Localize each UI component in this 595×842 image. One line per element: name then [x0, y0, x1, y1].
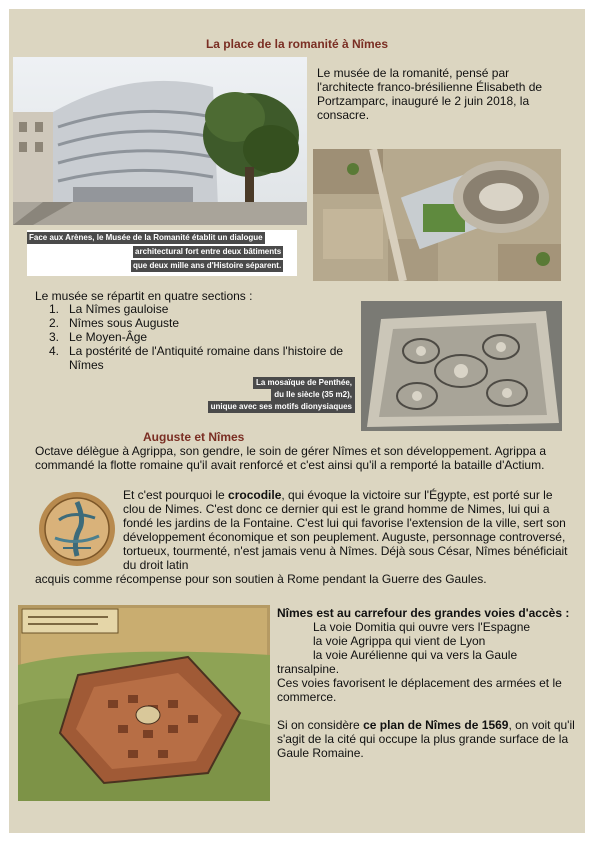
plan-paragraph	[277, 718, 577, 760]
page	[9, 9, 585, 833]
list-number: 2.	[49, 316, 60, 330]
mosaic-caption-line: La mosaïque de Penthée,	[253, 377, 355, 389]
map-1569-image	[18, 605, 270, 801]
roads-note: Ces voies favorisent le déplacement des armées et le commerce.	[277, 676, 562, 704]
list-number: 4.	[49, 344, 60, 358]
list-item	[49, 344, 349, 372]
intro-paragraph: Le musée de la romanité, pensé par l'architecte franco-brésilienne Élisabeth de Portzamparc, inauguré le 2 juin 2018, la consacre.	[317, 66, 543, 122]
sections-list	[49, 302, 349, 372]
mosaic-caption	[209, 377, 359, 417]
augustus-heading: Auguste et Nîmes	[143, 430, 245, 444]
text-span: Si on considère	[277, 718, 364, 732]
roads-section	[277, 606, 577, 760]
mosaic-photo	[361, 301, 562, 431]
list-item	[49, 302, 349, 316]
text-span: Et c'est pourquoi le	[123, 488, 229, 502]
list-label: La postérité de l'Antiquité romaine dans l'histoire de Nîmes	[69, 344, 344, 372]
page-title: La place de la romanité à Nîmes	[205, 37, 389, 51]
roads-end: transalpine.	[277, 662, 340, 676]
list-label: La Nîmes gauloise	[69, 302, 169, 316]
museum-caption-line: Face aux Arènes, le Musée de la Romanité établit un dialogue	[29, 233, 263, 242]
list-label: Le Moyen-Âge	[69, 330, 148, 344]
plan-bold-text: ce plan de Nîmes de 1569	[363, 718, 509, 732]
coin-image	[37, 490, 117, 568]
crocodile-text: crocodile	[228, 488, 282, 502]
augustus-paragraph-2-end: acquis comme récompense pour son soutien à Rome pendant la Guerre des Gaules.	[35, 572, 487, 586]
museum-caption-line: architectural fort entre deux bâtiments	[135, 247, 282, 256]
augustus-paragraph-2	[123, 488, 571, 572]
mosaic-caption-line: unique avec ses motifs dionysiaques	[208, 401, 355, 413]
text-span: , on voit qu'il s'agit de la cité qui occupe la plus grande surface de la Gaule Romaine.	[277, 718, 575, 760]
sections-intro: Le musée se répartit en quatre sections :	[35, 289, 253, 303]
museum-caption	[27, 230, 297, 276]
roads-heading: Nîmes est au carrefour des grandes voies d'accès :	[277, 606, 570, 620]
museum-photo	[13, 57, 307, 225]
aerial-photo	[313, 149, 561, 281]
text-span: , qui évoque la victoire sur l'Égypte, est porté sur le clou de Nimes. C'est donc ce dernier qui est le grand homme de Nimes, lui qui a fondé les jardins de la Fontaine. C'est lui qui favorise l'extension de la ville, sert son développement économique et son peuplement. Auguste, personnage controversé, tortueux, tourmenté, n'est jamais venu à Nîmes. Déjà sous César, Nîmes bénéficiait du droit latin	[123, 488, 568, 572]
augustus-paragraph-1: Octave délègue à Agrippa, son gendre, le soin de gérer Nîmes et son développement. Agrippa a commandé la flotte romaine qu'il avait renforcé et c'est ainsi qu'il a remporté la bataille d'Actium.	[35, 444, 546, 472]
road-item: La voie Domitia qui ouvre vers l'Espagne	[313, 620, 531, 634]
list-label: Nîmes sous Auguste	[69, 316, 180, 330]
list-number: 1.	[49, 302, 60, 316]
museum-caption-line: que deux mille ans d'Histoire séparent.	[133, 261, 282, 270]
road-item: la voie Aurélienne qui va vers la Gaule	[313, 648, 518, 662]
road-item: la voie Agrippa qui vient de Lyon	[313, 634, 486, 648]
mosaic-caption-line: du IIe siècle (35 m2),	[271, 389, 355, 401]
list-item	[49, 330, 349, 344]
list-item	[49, 316, 349, 330]
list-number: 3.	[49, 330, 60, 344]
